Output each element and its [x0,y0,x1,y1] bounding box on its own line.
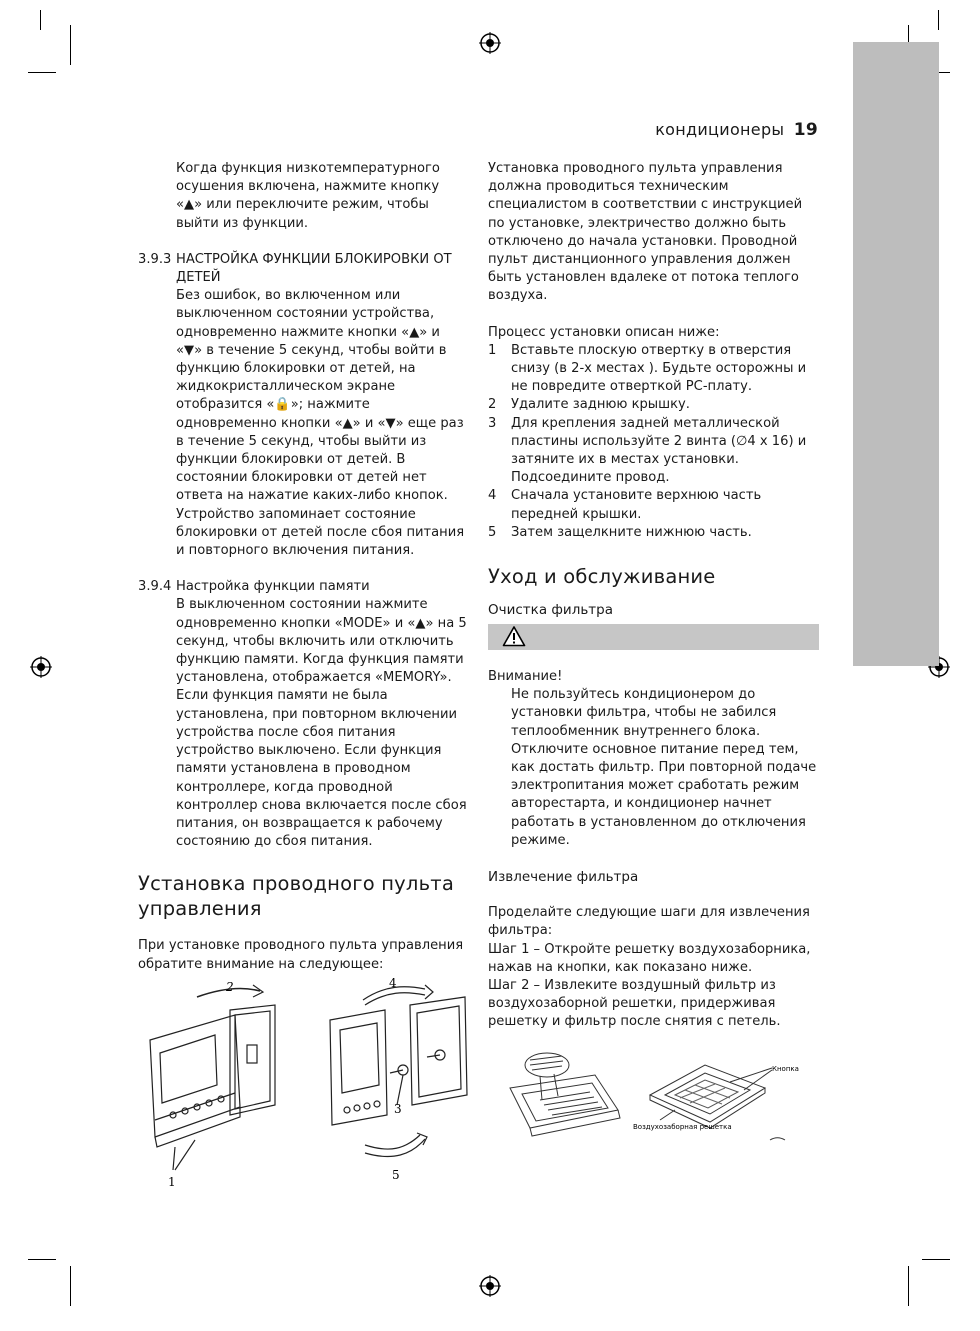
button-label: Кнопка [772,1065,799,1073]
attention-text: Не пользуйтесь кондиционером до установки фильтра, чтобы не забился теплообменник внутреннего блока. [511,687,777,739]
side-tab [853,42,939,666]
step-text: Вставьте плоскую отвертку в отверстия снизу (в 2-х местах ). Будьте осторожны и не повредите отверткой РС-плату. [511,342,807,395]
care-heading: Уход и обслуживание [488,565,716,589]
attention-text: Отключите основное питание перед тем, как достать фильтр. При повторной подаче электропитания может сработать режим авторестарта, и кондиционер начнет работать в установленном до отключения режиме. [511,741,817,848]
figure-label: 4 [389,976,397,990]
step-text: Затем защелкните нижнюю часть. [511,524,752,540]
crop-mark [40,10,41,30]
remote-installation-figure [135,975,475,1197]
section-heading [138,251,468,287]
install-intro: При установке проводного пульта управления обратите внимание на следующее: [138,938,464,972]
step-number: 1 [488,342,497,358]
registration-mark-icon [479,32,501,54]
install-step [488,487,820,523]
install-step [488,342,820,397]
section-title: НАСТРОЙКА ФУНКЦИИ БЛОКИРОВКИ ОТ ДЕТЕЙ [176,251,452,286]
section-body: Если функция памяти не была установлена, при повторном включении устройства после сбоя питания устройство выключено. Если функция памяти установлена в проводном контроллере, когда проводной контроллер снова включается после сбоя питания, он возвращается к рабочему состоянию до сбоя питания. [176,688,467,850]
crop-mark [28,72,56,73]
figure-label: 1 [168,1175,176,1189]
section-body: Без ошибок, во включенном или выключенном состоянии устройства, одновременно нажмите кнопки «▲» и «▼» в течение 5 секунд, чтобы войти в функцию блокировки от детей, на жидкокристаллическом экране отобразится «🔒»; нажмите одновременно кнопки «▲» и «▼» еще раз в течение 5 секунд, чтобы выйти из функции блокировки от детей. В состоянии блокировки от детей нет ответа на нажатие каких-либо кнопок. Устройство запоминает состояние блокировки от детей после сбоя питания и повторного включения питания. [176,288,465,559]
step-text: Сначала установите верхнюю часть передней крышки. [511,488,762,522]
registration-mark-icon [479,1275,501,1297]
warning-icon [502,625,526,647]
install-notice: Установка проводного пульта управления должна проводиться техническим специалистом в соответствии с инструкцией по установке, электричество должно быть отключено до начала установки. Проводной пульт дистанционного управления должен быть установлен вдалеке от потока теплого воздуха. [488,161,803,304]
crop-mark [28,1259,56,1260]
section-title: Настройка функции памяти [176,579,370,595]
left-column [138,160,468,974]
figure-label: 5 [392,1168,400,1182]
remove-step: Шаг 2 – Извлеките воздушный фильтр из воздухозаборной решетки, придерживая решетку и фильтр после снятия с петель. [488,978,781,1030]
crop-mark [70,1266,71,1306]
crop-mark [70,25,71,65]
step-number: 2 [488,397,497,413]
filter-clean-heading: Очистка фильтра [488,602,613,619]
crop-mark [908,1266,909,1306]
grille-label: Воздухозаборная решетка [633,1123,732,1131]
remove-step: Шаг 1 – Откройте решетку воздухозаборника, нажав на кнопки, как показано ниже. [488,941,811,975]
cassette-filter-figure [500,1040,820,1150]
step-number: 3 [488,415,497,431]
crop-mark [938,10,939,30]
attention-block [488,668,820,1032]
section-number: 3.9.4 [138,579,172,595]
attention-title: Внимание! [488,669,563,684]
header-title: кондиционеры [655,120,785,139]
warning-bar [488,624,819,650]
install-step [488,415,820,488]
figure-label: 2 [226,980,234,994]
install-step [488,524,820,542]
step-number: 4 [488,488,497,504]
filter-remove-heading: Извлечение фильтра [488,869,639,886]
step-text: Для крепления задней металлической пластины используйте 2 винта (∅4 x 16) и затяните их в местах установки. Подсоедините провод. [511,415,807,486]
step-number: 5 [488,524,497,540]
section-number: 3.9.3 [138,251,172,267]
page-number: 19 [793,120,818,140]
step-text: Удалите заднюю крышку. [511,397,690,413]
remove-intro: Проделайте следующие шаги для извлечения фильтра: [488,905,810,939]
intro-paragraph: Когда функция низкотемпературного осушения включена, нажмите кнопку «▲» или переключите режим, чтобы выйти из функции. [176,161,440,231]
install-steps-list [488,342,820,542]
process-intro: Процесс установки описан ниже: [488,324,720,340]
install-heading: Установка проводного пульта управления [138,872,454,921]
section-body: В выключенном состоянии нажмите одновременно кнопки «MODE» и «▲» на 5 секунд, чтобы включить или отключить функцию памяти. Когда функция памяти установлена, отображается «MEMORY». [176,597,467,686]
crop-mark [922,1259,950,1260]
figure-label: 3 [394,1102,402,1116]
section-heading [138,578,468,596]
install-step [488,396,820,414]
right-column [488,160,820,619]
registration-mark-icon [30,656,52,678]
page-header [655,120,818,140]
